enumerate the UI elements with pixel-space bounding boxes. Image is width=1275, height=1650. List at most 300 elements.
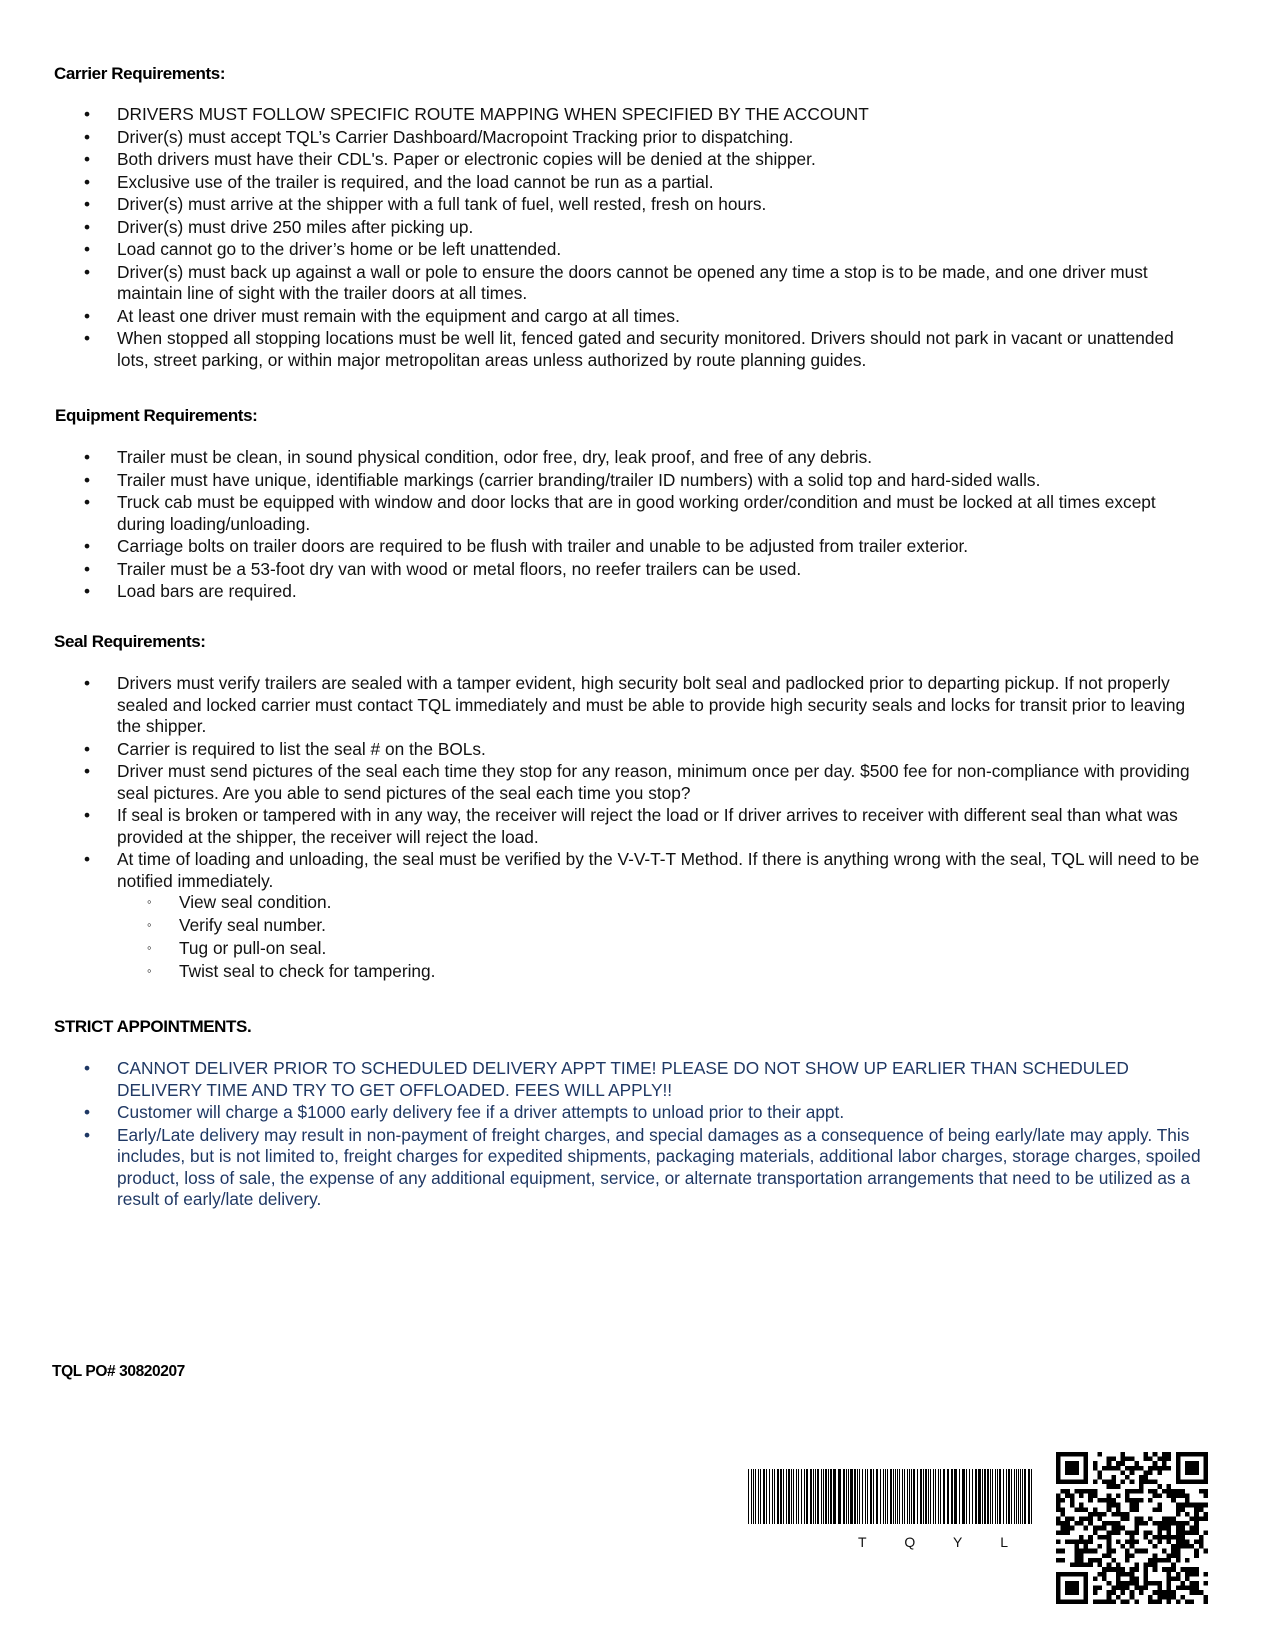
- qr-module: [1162, 1489, 1167, 1494]
- qr-module: [1130, 1590, 1135, 1595]
- qr-module: [1088, 1563, 1093, 1568]
- qr-module: [1162, 1521, 1167, 1526]
- barcode-bar: [999, 1469, 1001, 1524]
- qr-module: [1162, 1461, 1167, 1466]
- bullet-icon: •: [84, 239, 91, 259]
- circle-bullet-icon: ◦: [147, 940, 152, 955]
- qr-module: [1190, 1544, 1195, 1549]
- qr-module: [1190, 1516, 1195, 1521]
- qr-module: [1194, 1586, 1199, 1591]
- qr-module: [1093, 1590, 1098, 1595]
- qr-module: [1153, 1452, 1158, 1457]
- barcode-bar: [920, 1469, 922, 1524]
- barcode-bar: [962, 1469, 965, 1524]
- qr-module: [1199, 1540, 1204, 1545]
- barcode-bar: [798, 1469, 799, 1524]
- list-item: [84, 849, 1204, 983]
- qr-module: [1134, 1521, 1139, 1526]
- qr-module: [1157, 1521, 1162, 1526]
- qr-module: [1111, 1480, 1116, 1485]
- qr-module: [1199, 1507, 1204, 1512]
- barcode-bar: [947, 1469, 949, 1524]
- qr-module: [1120, 1581, 1125, 1586]
- qr-module: [1097, 1498, 1102, 1503]
- qr-module: [1107, 1540, 1112, 1545]
- qr-module: [1088, 1521, 1093, 1526]
- qr-module: [1097, 1470, 1102, 1475]
- barcode-bar: [911, 1469, 912, 1524]
- qr-module: [1125, 1572, 1130, 1577]
- bullet-icon: •: [84, 1124, 91, 1145]
- qr-module: [1162, 1457, 1167, 1462]
- qr-module: [1120, 1544, 1125, 1549]
- barcode-bar: [763, 1469, 765, 1524]
- barcode-char: L: [1000, 1534, 1008, 1550]
- qr-finder-center: [1065, 1581, 1079, 1595]
- qr-module: [1061, 1558, 1066, 1563]
- qr-module: [1157, 1457, 1162, 1462]
- qr-module: [1144, 1521, 1149, 1526]
- qr-module: [1176, 1512, 1181, 1517]
- qr-module: [1084, 1540, 1089, 1545]
- barcode-bar: [917, 1469, 918, 1524]
- qr-module: [1148, 1530, 1153, 1535]
- qr-module: [1088, 1493, 1093, 1498]
- qr-module: [1176, 1540, 1181, 1545]
- qr-module: [1153, 1544, 1158, 1549]
- qr-module: [1199, 1503, 1204, 1508]
- list-item: [84, 306, 1204, 328]
- qr-module: [1088, 1512, 1093, 1517]
- qr-module: [1203, 1512, 1208, 1517]
- qr-module: [1134, 1576, 1139, 1581]
- list-item: [84, 262, 1204, 305]
- qr-module: [1125, 1466, 1130, 1471]
- qr-module: [1102, 1572, 1107, 1577]
- qr-module: [1084, 1526, 1089, 1531]
- qr-module: [1102, 1512, 1107, 1517]
- qr-module: [1107, 1480, 1112, 1485]
- qr-module: [1097, 1516, 1102, 1521]
- qr-module: [1116, 1484, 1121, 1489]
- bullet-icon: •: [84, 805, 91, 825]
- barcode-bar: [959, 1469, 960, 1524]
- qr-module: [1194, 1512, 1199, 1517]
- qr-module: [1162, 1516, 1167, 1521]
- qr-module: [1157, 1590, 1162, 1595]
- barcode-bar: [987, 1469, 989, 1524]
- barcode-bar: [909, 1469, 910, 1524]
- qr-module: [1093, 1558, 1098, 1563]
- list-item-text: Driver must send pictures of the seal each time they stop for any reason, minimum once per day. $500 fee for non-compliance with providing seal pictures. Are you able to send pictures of the seal each time you stop?: [117, 761, 1190, 803]
- qr-module: [1157, 1530, 1162, 1535]
- qr-module: [1144, 1567, 1149, 1572]
- qr-module: [1111, 1558, 1116, 1563]
- qr-module: [1074, 1558, 1079, 1563]
- list-item: [84, 447, 1204, 469]
- bullet-icon: •: [84, 305, 91, 326]
- qr-module: [1176, 1553, 1181, 1558]
- list-item-text: Trailer must have unique, identifiable markings (carrier branding/trailer ID numbers) with a solid top and hard-sided walls.: [117, 469, 1041, 490]
- qr-module: [1125, 1586, 1130, 1591]
- qr-module: [1171, 1567, 1176, 1572]
- equipment-requirements-heading: Equipment Requirements:: [55, 406, 258, 425]
- barcode-bar: [783, 1469, 784, 1524]
- qr-module: [1097, 1572, 1102, 1577]
- barcode-bar: [928, 1469, 929, 1524]
- qr-module: [1116, 1461, 1121, 1466]
- qr-module: [1144, 1581, 1149, 1586]
- qr-module: [1125, 1553, 1130, 1558]
- barcode-bar: [838, 1469, 841, 1524]
- qr-module: [1088, 1489, 1093, 1494]
- qr-module: [1139, 1498, 1144, 1503]
- qr-module: [1194, 1540, 1199, 1545]
- qr-module: [1148, 1489, 1153, 1494]
- qr-module: [1194, 1553, 1199, 1558]
- qr-module: [1157, 1581, 1162, 1586]
- qr-module: [1167, 1516, 1172, 1521]
- list-item: [84, 1102, 1204, 1124]
- qr-module: [1120, 1572, 1125, 1577]
- qr-module: [1102, 1553, 1107, 1558]
- barcode-bar: [1006, 1469, 1007, 1524]
- qr-module: [1139, 1489, 1144, 1494]
- barcode-bar: [969, 1469, 970, 1524]
- list-item: [84, 328, 1204, 371]
- barcode-bar: [1024, 1469, 1026, 1524]
- barcode-bar: [975, 1469, 977, 1524]
- qr-module: [1162, 1535, 1167, 1540]
- barcode-bar: [1028, 1469, 1030, 1524]
- qr-module: [1134, 1549, 1139, 1554]
- barcode-bar: [1014, 1469, 1015, 1524]
- qr-module: [1190, 1581, 1195, 1586]
- qr-module: [1079, 1516, 1084, 1521]
- list-item-text: Early/Late delivery may result in non-payment of freight charges, and special damages as a consequence of being early/late may apply. This includes, but is not limited to, freight charges for expedited shipments, packaging materials, additional labor charges, storage charges, spoiled product, loss of sale, the expense of any additional equipment, service, or alternate transportation arrangements that need to be utilized as a result of early/late delivery.: [117, 1124, 1201, 1209]
- qr-module: [1130, 1466, 1135, 1471]
- qr-module: [1056, 1507, 1061, 1512]
- circle-bullet-icon: ◦: [147, 963, 152, 978]
- qr-module: [1157, 1599, 1162, 1604]
- qr-module: [1107, 1457, 1112, 1462]
- qr-module: [1176, 1549, 1181, 1554]
- sub-list-item: [147, 961, 1204, 983]
- qr-module: [1167, 1576, 1172, 1581]
- qr-module: [1157, 1526, 1162, 1531]
- qr-module: [1102, 1535, 1107, 1540]
- barcode-bar: [895, 1469, 896, 1524]
- qr-module: [1171, 1563, 1176, 1568]
- qr-module: [1167, 1558, 1172, 1563]
- qr-module: [1176, 1507, 1181, 1512]
- qr-module: [1130, 1503, 1135, 1508]
- qr-module: [1120, 1512, 1125, 1517]
- qr-module: [1079, 1558, 1084, 1563]
- barcode-char: Y: [953, 1534, 963, 1550]
- bullet-icon: •: [84, 558, 91, 579]
- barcode-bar: [753, 1469, 754, 1524]
- qr-module: [1171, 1498, 1176, 1503]
- qr-module: [1125, 1599, 1130, 1604]
- qr-module: [1167, 1493, 1172, 1498]
- qr-module: [1061, 1526, 1066, 1531]
- qr-module: [1130, 1544, 1135, 1549]
- qr-module: [1116, 1581, 1121, 1586]
- list-item-text: CANNOT DELIVER PRIOR TO SCHEDULED DELIVERY APPT TIME! PLEASE DO NOT SHOW UP EARLIER THAN SCHEDULED DELIVERY TIME AND TRY TO GET OFFLOADED. FEES WILL APPLY!!: [117, 1058, 1129, 1100]
- qr-module: [1180, 1530, 1185, 1535]
- barcode-bar: [793, 1469, 794, 1524]
- qr-module: [1148, 1466, 1153, 1471]
- qr-module: [1074, 1521, 1079, 1526]
- qr-module: [1190, 1586, 1195, 1591]
- qr-module: [1107, 1461, 1112, 1466]
- qr-module: [1171, 1576, 1176, 1581]
- barcode-bar: [848, 1469, 849, 1524]
- qr-module: [1070, 1563, 1075, 1568]
- qr-module: [1148, 1470, 1153, 1475]
- list-item-text: At least one driver must remain with the equipment and cargo at all times.: [117, 305, 680, 326]
- barcode-bar: [867, 1469, 868, 1524]
- qr-module: [1070, 1493, 1075, 1498]
- qr-module: [1153, 1466, 1158, 1471]
- qr-module: [1074, 1563, 1079, 1568]
- qr-module: [1130, 1535, 1135, 1540]
- list-item-text: Carriage bolts on trailer doors are required to be flush with trailer and unable to be adjusted from trailer exterior.: [117, 536, 969, 556]
- bullet-icon: •: [84, 761, 91, 781]
- qr-module: [1079, 1521, 1084, 1526]
- qr-module: [1120, 1452, 1125, 1457]
- qr-module: [1148, 1540, 1153, 1545]
- barcode-caption: [858, 1534, 1008, 1550]
- qr-module: [1070, 1516, 1075, 1521]
- barcode-bar: [873, 1469, 874, 1524]
- qr-module: [1153, 1461, 1158, 1466]
- list-item-text: Driver(s) must back up against a wall or pole to ensure the doors cannot be opened any time a stop is to be made, and one driver must maintain line of sight with the trailer doors at all times.: [117, 261, 1148, 303]
- qr-module: [1070, 1540, 1075, 1545]
- seal-requirements-list: [84, 673, 1204, 984]
- barcode-bar: [862, 1469, 863, 1524]
- qr-module: [1065, 1530, 1070, 1535]
- barcode-bar: [846, 1469, 847, 1524]
- barcode-bar: [893, 1469, 894, 1524]
- carrier-requirements-heading: Carrier Requirements:: [54, 64, 226, 83]
- barcode-bar: [825, 1469, 827, 1524]
- barcode-bar: [857, 1469, 858, 1524]
- qr-module: [1157, 1466, 1162, 1471]
- list-item-text: Load cannot go to the driver’s home or be left unattended.: [117, 239, 562, 259]
- qr-module: [1134, 1530, 1139, 1535]
- bullet-icon: •: [84, 1102, 91, 1122]
- list-item: [84, 149, 1204, 171]
- qr-module: [1125, 1549, 1130, 1554]
- qr-module: [1162, 1466, 1167, 1471]
- bullet-icon: •: [84, 849, 91, 869]
- barcode-bar: [978, 1469, 981, 1524]
- qr-module: [1061, 1507, 1066, 1512]
- qr-module: [1134, 1466, 1139, 1471]
- qr-module: [1079, 1489, 1084, 1494]
- qr-module: [1107, 1535, 1112, 1540]
- qr-module: [1167, 1595, 1172, 1600]
- qr-module: [1088, 1540, 1093, 1545]
- qr-module: [1107, 1599, 1112, 1604]
- qr-module: [1167, 1484, 1172, 1489]
- qr-module: [1144, 1572, 1149, 1577]
- qr-module: [1093, 1576, 1098, 1581]
- qr-module: [1167, 1452, 1172, 1457]
- qr-module: [1144, 1535, 1149, 1540]
- qr-module: [1167, 1553, 1172, 1558]
- list-item-text: Drivers must verify trailers are sealed with a tamper evident, high security bolt seal and padlocked prior to departing pickup. If not properly sealed and locked carrier must contact TQL immediately and must be able to provide high security seals and locks for transit prior to leaving the shipper.: [117, 673, 1186, 736]
- qr-module: [1144, 1475, 1149, 1480]
- sub-list-item-text: Twist seal to check for tampering.: [179, 961, 436, 981]
- barcode-bar: [830, 1469, 832, 1524]
- qr-module: [1084, 1489, 1089, 1494]
- qr-module: [1111, 1549, 1116, 1554]
- qr-module: [1176, 1535, 1181, 1540]
- qr-module: [1148, 1498, 1153, 1503]
- qr-module: [1176, 1586, 1181, 1591]
- barcode-bar: [990, 1469, 991, 1524]
- barcode-bar: [925, 1469, 927, 1524]
- qr-module: [1116, 1572, 1121, 1577]
- qr-module: [1070, 1498, 1075, 1503]
- qr-module: [1176, 1558, 1181, 1563]
- qr-module: [1185, 1493, 1190, 1498]
- list-item: [84, 536, 1204, 558]
- qr-module: [1134, 1599, 1139, 1604]
- barcode-image: [748, 1469, 1034, 1539]
- list-item: [84, 805, 1204, 848]
- list-item: [84, 470, 1204, 492]
- qr-module: [1190, 1572, 1195, 1577]
- list-item: [84, 127, 1204, 149]
- barcode-bar: [943, 1469, 945, 1524]
- qr-module: [1180, 1507, 1185, 1512]
- barcode-bar: [992, 1469, 993, 1524]
- barcode-bar: [823, 1469, 824, 1524]
- list-item-text: Carrier is required to list the seal # on the BOLs.: [117, 738, 486, 759]
- qr-module: [1116, 1567, 1121, 1572]
- barcode-bar: [755, 1469, 756, 1524]
- qr-module: [1065, 1521, 1070, 1526]
- barcode-bar: [1020, 1469, 1021, 1524]
- qr-module: [1134, 1498, 1139, 1503]
- bullet-icon: •: [84, 738, 91, 759]
- qr-module: [1185, 1586, 1190, 1591]
- qr-module: [1176, 1544, 1181, 1549]
- qr-module: [1157, 1540, 1162, 1545]
- barcode-char: T: [858, 1534, 867, 1550]
- qr-module: [1107, 1549, 1112, 1554]
- qr-module: [1203, 1595, 1208, 1600]
- qr-module: [1162, 1590, 1167, 1595]
- qr-module: [1130, 1489, 1135, 1494]
- qr-module: [1180, 1503, 1185, 1508]
- qr-module: [1203, 1516, 1208, 1521]
- qr-module: [1107, 1544, 1112, 1549]
- qr-module: [1056, 1503, 1061, 1508]
- qr-module: [1116, 1586, 1121, 1591]
- qr-module: [1134, 1563, 1139, 1568]
- list-item-text: If seal is broken or tampered with in any way, the receiver will reject the load or If driver arrives to receiver with different seal than what was provided at the shipper, the receiver will reject the load.: [117, 805, 1178, 847]
- bullet-icon: •: [84, 536, 91, 556]
- list-item: [84, 172, 1204, 194]
- list-item-text: Both drivers must have their CDL's. Paper or electronic copies will be denied at the shipper.: [117, 149, 816, 169]
- qr-module: [1167, 1586, 1172, 1591]
- qr-module: [1116, 1576, 1121, 1581]
- qr-module: [1125, 1581, 1130, 1586]
- qr-module: [1111, 1521, 1116, 1526]
- qr-module: [1074, 1507, 1079, 1512]
- qr-module: [1056, 1549, 1061, 1554]
- qr-module: [1102, 1466, 1107, 1471]
- bullet-icon: •: [84, 194, 91, 214]
- qr-module: [1079, 1549, 1084, 1554]
- qr-module: [1093, 1461, 1098, 1466]
- qr-module: [1116, 1526, 1121, 1531]
- qr-module: [1097, 1563, 1102, 1568]
- qr-module: [1144, 1470, 1149, 1475]
- barcode-bar: [935, 1469, 936, 1524]
- barcode-bar: [940, 1469, 941, 1524]
- list-item-text: At time of loading and unloading, the seal must be verified by the V-V-T-T Method. If there is anything wrong with the seal, TQL will need to be notified immediately.: [117, 849, 1200, 891]
- qr-module: [1157, 1558, 1162, 1563]
- qr-module: [1153, 1480, 1158, 1485]
- carrier-requirements-list: [84, 104, 1204, 372]
- qr-module: [1093, 1507, 1098, 1512]
- qr-module: [1153, 1535, 1158, 1540]
- qr-module: [1185, 1567, 1190, 1572]
- qr-module: [1111, 1484, 1116, 1489]
- qr-module: [1139, 1549, 1144, 1554]
- qr-module: [1153, 1521, 1158, 1526]
- qr-module: [1148, 1581, 1153, 1586]
- barcode-bar: [813, 1469, 814, 1524]
- bullet-icon: •: [84, 261, 91, 282]
- qr-module: [1084, 1544, 1089, 1549]
- qr-module: [1130, 1595, 1135, 1600]
- qr-module: [1125, 1530, 1130, 1535]
- qr-module: [1111, 1512, 1116, 1517]
- qr-module: [1111, 1599, 1116, 1604]
- list-item: [84, 194, 1204, 216]
- qr-module: [1171, 1535, 1176, 1540]
- qr-module: [1107, 1466, 1112, 1471]
- qr-module: [1148, 1599, 1153, 1604]
- qr-module: [1139, 1521, 1144, 1526]
- barcode-bar: [982, 1469, 983, 1524]
- qr-module: [1116, 1530, 1121, 1535]
- barcode-bar: [748, 1469, 749, 1524]
- qr-module: [1116, 1540, 1121, 1545]
- qr-module: [1171, 1553, 1176, 1558]
- list-item-text: Trailer must be clean, in sound physical condition, odor free, dry, leak proof, and free of any debris.: [117, 447, 873, 467]
- qr-module: [1130, 1507, 1135, 1512]
- qr-module: [1079, 1563, 1084, 1568]
- qr-module: [1116, 1595, 1121, 1600]
- qr-module: [1139, 1466, 1144, 1471]
- qr-module: [1176, 1521, 1181, 1526]
- qr-module: [1194, 1572, 1199, 1577]
- qr-module: [1162, 1558, 1167, 1563]
- barcode-bar: [887, 1469, 888, 1524]
- qr-module: [1134, 1503, 1139, 1508]
- qr-module: [1111, 1457, 1116, 1462]
- qr-module: [1097, 1526, 1102, 1531]
- qr-module: [1185, 1540, 1190, 1545]
